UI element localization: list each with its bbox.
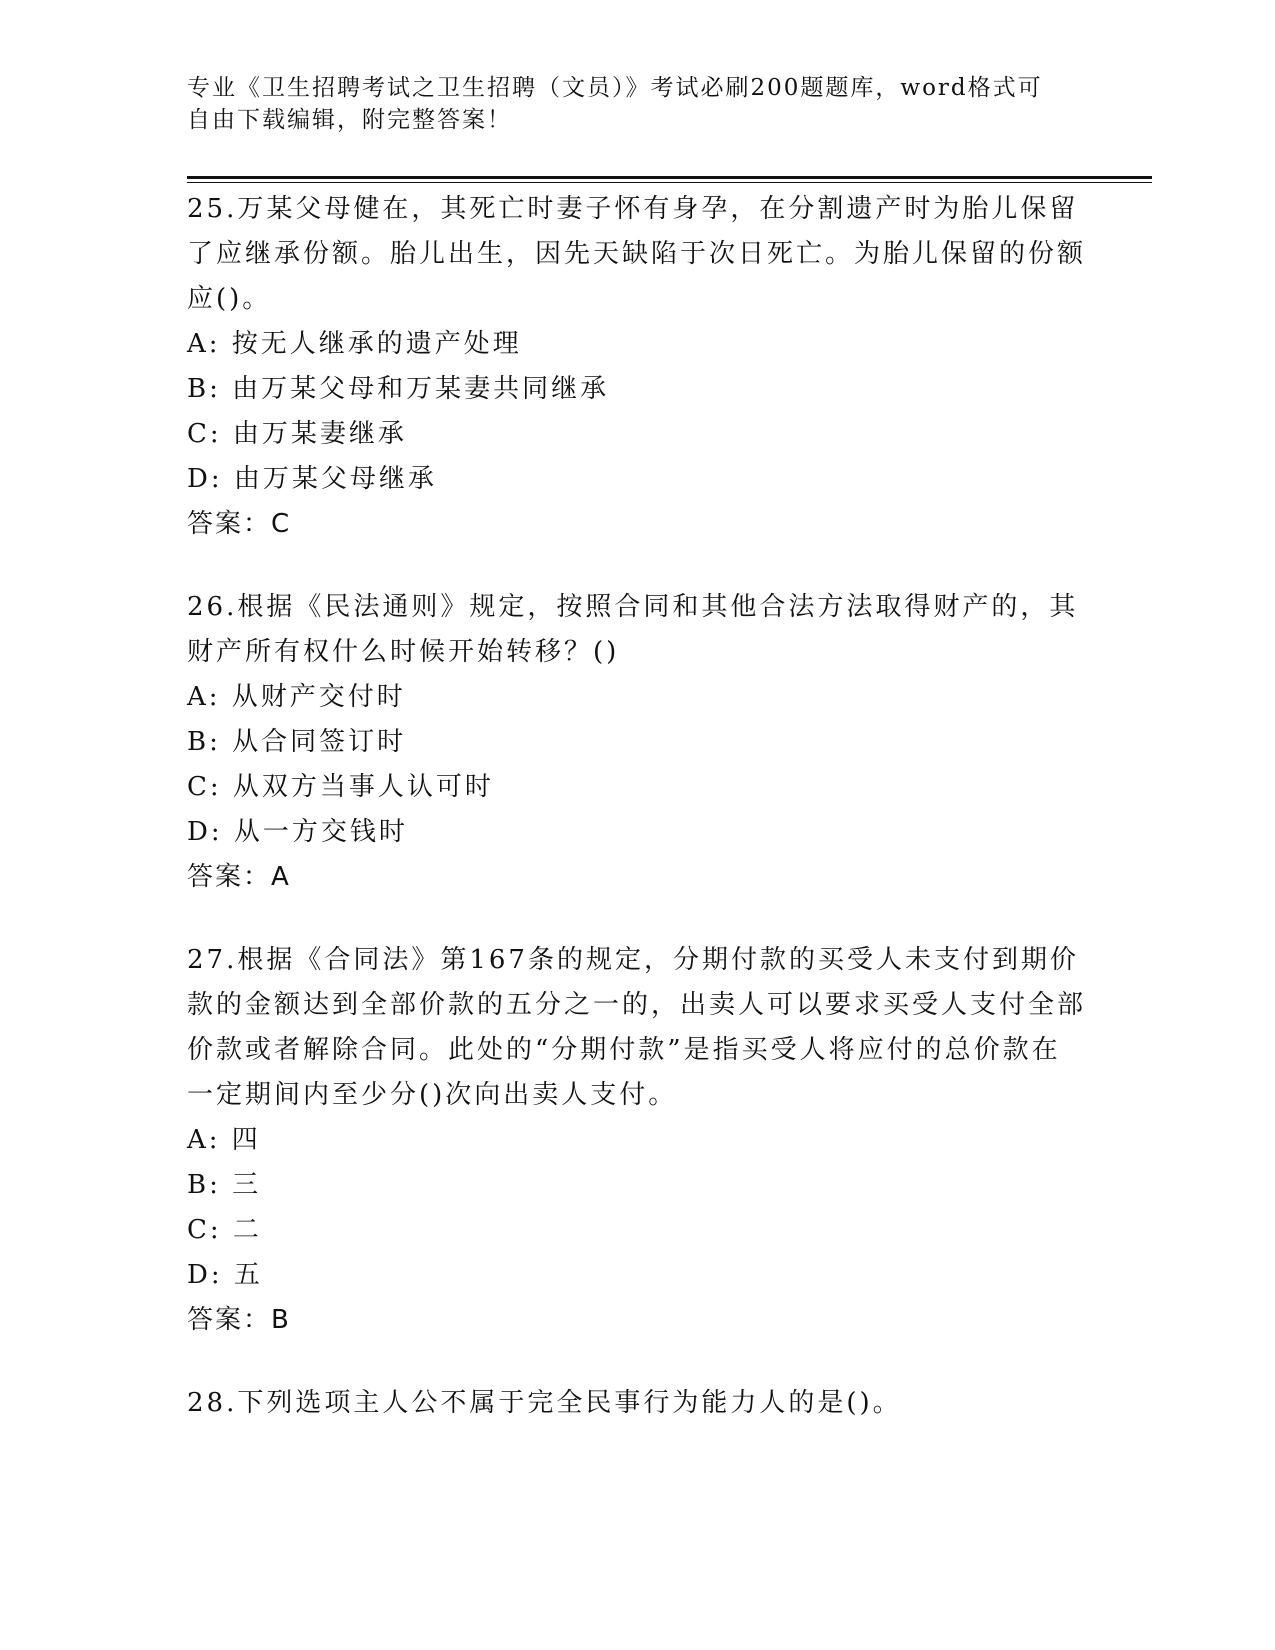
option-c: C: 由万某妻继承 — [187, 419, 407, 449]
option-b: B: 从合同签订时 — [187, 727, 407, 757]
question-25 — [187, 187, 1087, 547]
option-a: A: 从财产交付时 — [187, 682, 406, 712]
answer: 答案：C — [187, 509, 292, 539]
header-rule-thin — [187, 182, 1152, 183]
option-c: C: 从双方当事人认可时 — [187, 772, 494, 802]
header-rule-thick — [187, 176, 1152, 179]
document-header: 专业《卫生招聘考试之卫生招聘（文员）》考试必刷200题题库，word格式可自由下载编辑，附完整答案！ — [187, 75, 1043, 133]
question-26 — [187, 585, 1087, 900]
option-a: A: 按无人继承的遗产处理 — [187, 329, 522, 359]
question-list — [187, 187, 1087, 1464]
answer: 答案：B — [187, 1305, 291, 1335]
option-b: B: 由万某父母和万某妻共同继承 — [187, 374, 610, 404]
question-text: 26.根据《民法通则》规定，按照合同和其他合法方法取得财产的，其财产所有权什么时候开始转移？() — [187, 592, 1079, 667]
question-27 — [187, 938, 1087, 1343]
option-d: D: 由万某父母继承 — [187, 464, 437, 494]
option-b: B: 三 — [187, 1170, 262, 1200]
question-text: 28.下列选项主人公不属于完全民事行为能力人的是()。 — [187, 1388, 902, 1418]
answer: 答案：A — [187, 862, 291, 892]
question-28 — [187, 1381, 1087, 1426]
option-c: C: 二 — [187, 1215, 262, 1245]
question-text: 25.万某父母健在，其死亡时妻子怀有身孕，在分割遗产时为胎儿保留了应继承份额。胎儿出生，因先天缺陷于次日死亡。为胎儿保留的份额应()。 — [187, 194, 1087, 314]
option-d: D: 从一方交钱时 — [187, 817, 408, 847]
question-text: 27.根据《合同法》第167条的规定，分期付款的买受人未支付到期价款的金额达到全部价款的五分之一的，出卖人可以要求买受人支付全部价款或者解除合同。此处的“分期付款”是指买受人将应付的总价款在一定期间内至少分()次向出卖人支付。 — [187, 945, 1087, 1110]
option-d: D: 五 — [187, 1260, 263, 1290]
option-a: A: 四 — [187, 1125, 261, 1155]
